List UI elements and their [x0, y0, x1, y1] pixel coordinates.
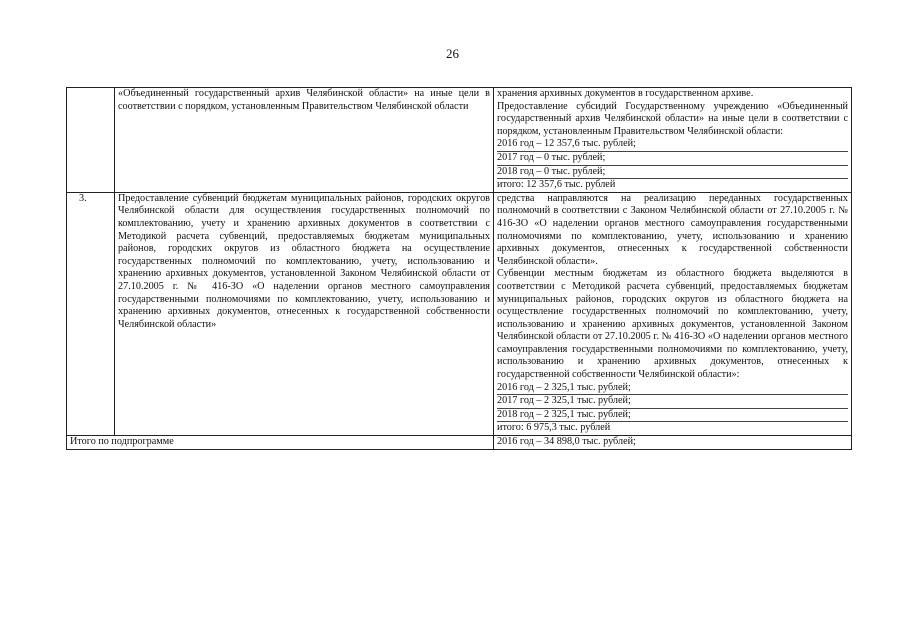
amount-line: 2016 год – 12 357,6 тыс. рублей;	[497, 138, 848, 152]
subprogram-table	[66, 87, 852, 450]
amount-total: итого: 12 357,6 тыс. рублей	[497, 179, 616, 191]
row-number: 3.	[67, 192, 115, 435]
amount-line: 2018 год – 0 тыс. рублей;	[497, 166, 848, 180]
measure-name: Предоставление субвенций бюджетам муниципальных районов, городских округов Челябинской области для осуществления государственных полномочий по комплектованию, учету и хранению архивных документов в соответствии с Методикой расчета субвенций, предоставляемых бюджетам муниципальных районов, городских округов из областного бюджета на осуществление государственных полномочий по комплектованию, учету, использованию и хранению архивных документов, установленной Законом Челябинской области от 27.10.2005 г. № 416-ЗО «О наделении органов местного самоуправления государственными полномочиями по комплектованию, учету, использованию и хранению архивных документов, отнесенных к государственной собственности Челябинской области»	[115, 192, 494, 435]
table-row	[67, 192, 852, 435]
page-number: 26	[446, 46, 459, 61]
amount-total: итого: 6 975,3 тыс. рублей	[497, 422, 611, 434]
description-paragraph: средства направляются на реализацию переданных государственных полномочий в соответствии с Законом Челябинской области от 27.10.2005 г. № 416-ЗО «О наделении органов местного самоуправления государственными полномочиями по комплектованию, учету, использованию и хранению архивных документов, отнесенных к государственной собственности Челябинской области».	[497, 192, 848, 267]
total-row	[67, 436, 852, 450]
description-paragraph: Субвенции местным бюджетам из областного бюджета выделяются в соответствии с Методикой расчета субвенций, предоставляемых бюджетам муниципальных районов, городских округов из областного бюджета на осуществление государственных полномочий по комплектованию, учету, использованию и хранению архивных документов, установленной Законом Челябинской области от 27.10.2005 г. № 416-ЗО «О наделении органов местного самоуправления государственными полномочиями по комплектованию, учету, использованию и хранению архивных документов, отнесенных к государственной собственности Челябинской области»:	[497, 268, 848, 381]
amount-line: 2016 год – 2 325,1 тыс. рублей;	[497, 382, 848, 396]
row-number	[67, 88, 115, 193]
measure-description	[494, 192, 852, 435]
table-row	[67, 88, 852, 193]
total-label: Итого по подпрограмме	[67, 436, 494, 450]
measure-name: «Объединенный государственный архив Челябинской области» на иные цели в соответствии с порядком, установленным Правительством Челябинской области	[115, 88, 494, 193]
amount-line: 2017 год – 0 тыс. рублей;	[497, 152, 848, 166]
measure-description	[494, 88, 852, 193]
amount-line: 2018 год – 2 325,1 тыс. рублей;	[497, 409, 848, 423]
description-paragraph: хранения архивных документов в государственном архиве.	[497, 88, 754, 99]
amount-line: 2017 год – 2 325,1 тыс. рублей;	[497, 395, 848, 409]
description-paragraph: Предоставление субсидий Государственному учреждению «Объединенный государственный архив Челябинской области» на иные цели в соответствии с порядком, установленным Правительством Челябинской области:	[497, 100, 848, 137]
total-value: 2016 год – 34 898,0 тыс. рублей;	[494, 436, 852, 450]
